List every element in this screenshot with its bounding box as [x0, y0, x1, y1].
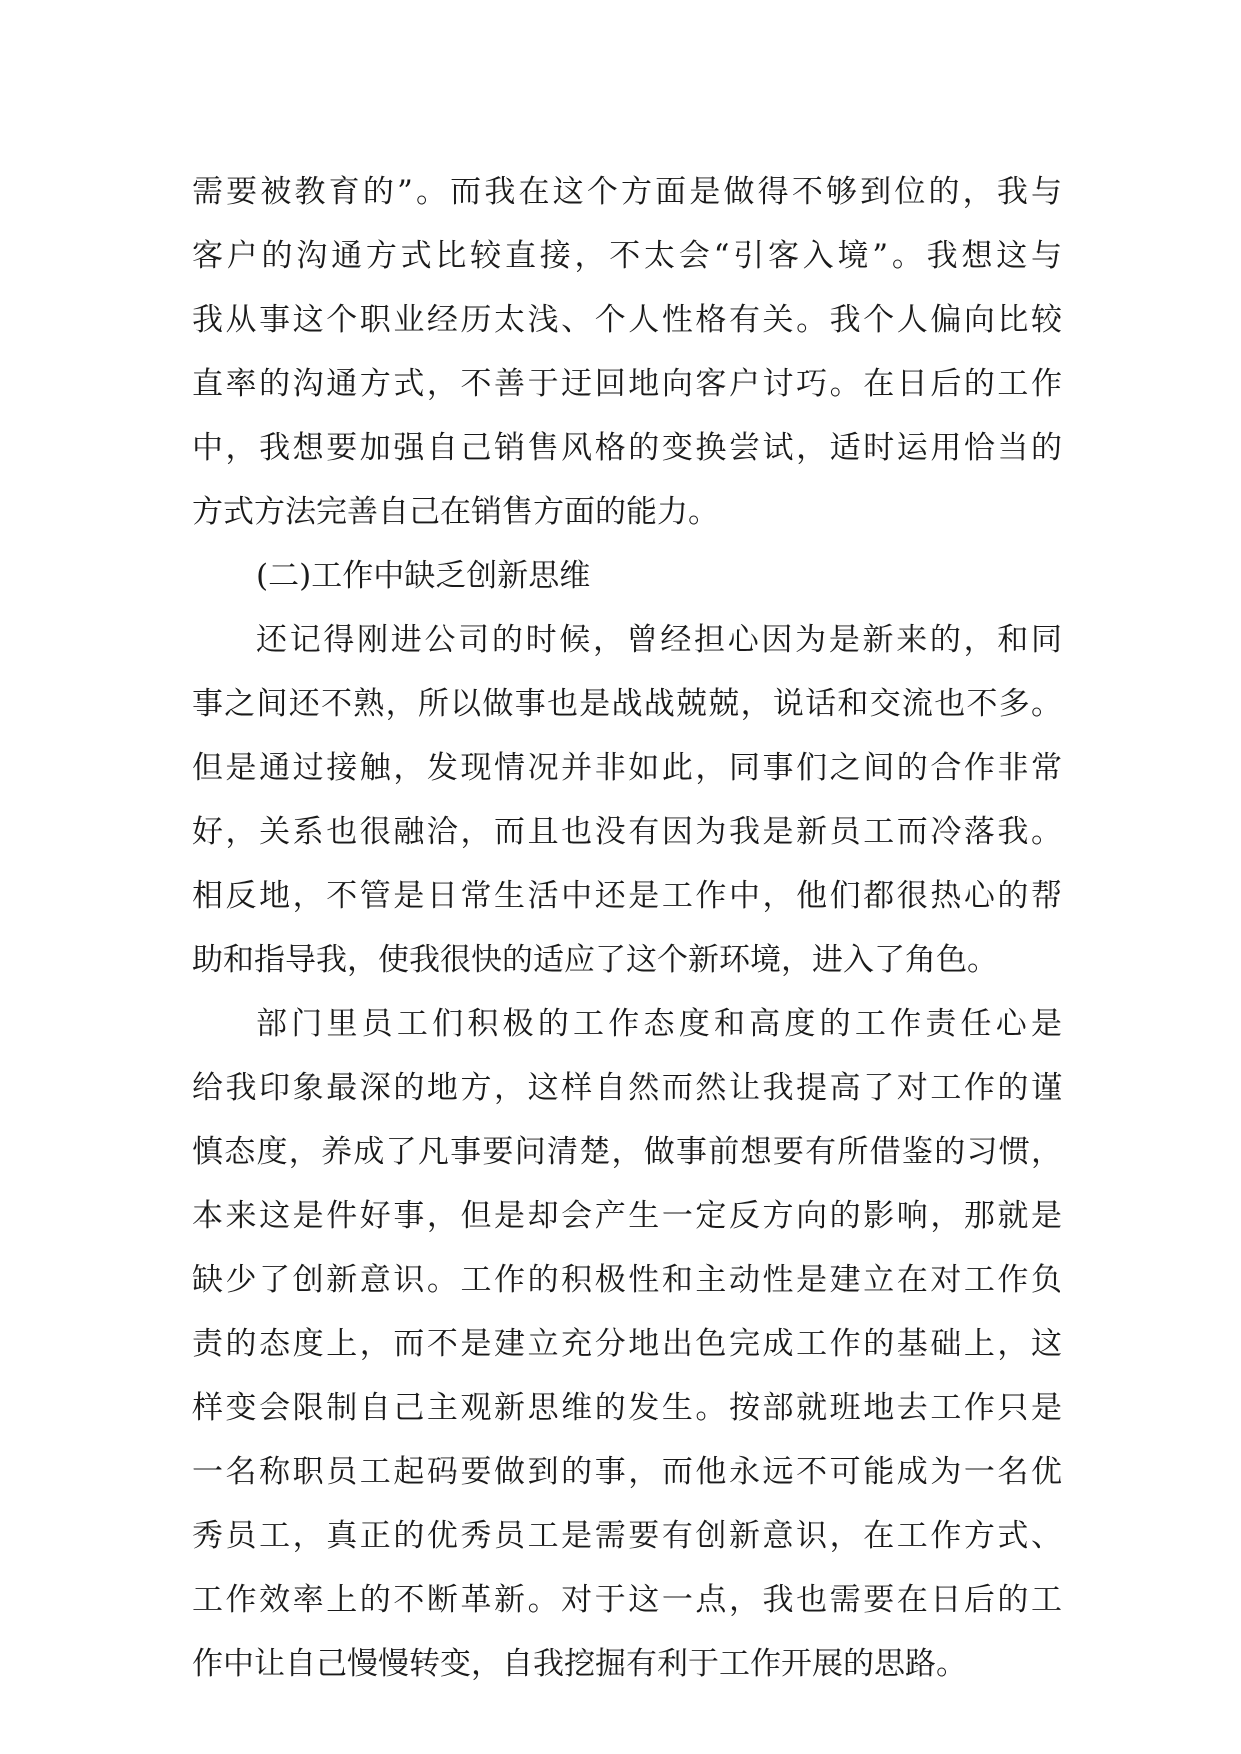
text-line: 工作效率上的不断革新。对于这一点，我也需要在日后的工 — [192, 1582, 1062, 1618]
paragraph-first-line: 还记得刚进公司的时候，曾经担心因为是新来的，和同 — [256, 622, 1062, 658]
text-line: 本来这是件好事，但是却会产生一定反方向的影响，那就是 — [192, 1198, 1062, 1234]
paragraph-first-line: 部门里员工们积极的工作态度和高度的工作责任心是 — [256, 1006, 1062, 1042]
text-line: 作中让自己慢慢转变，自我挖掘有利于工作开展的思路。 — [192, 1646, 967, 1682]
text-line: 直率的沟通方式，不善于迂回地向客户讨巧。在日后的工作 — [192, 366, 1062, 402]
text-line: 方式方法完善自己在销售方面的能力。 — [192, 494, 719, 530]
text-line: 需要被教育的”。而我在这个方面是做得不够到位的，我与 — [192, 174, 1062, 210]
text-line: 我从事这个职业经历太浅、个人性格有关。我个人偏向比较 — [192, 302, 1062, 338]
document-body — [192, 160, 1062, 1696]
text-line: 助和指导我，使我很快的适应了这个新环境，进入了角色。 — [192, 942, 998, 978]
text-line: 慎态度，养成了凡事要问清楚，做事前想要有所借鉴的习惯， — [192, 1134, 1062, 1170]
text-line: 但是通过接触，发现情况并非如此，同事们之间的合作非常 — [192, 750, 1062, 786]
text-line: 中，我想要加强自己销售风格的变换尝试，适时运用恰当的 — [192, 430, 1062, 466]
section-heading: (二)工作中缺乏创新思维 — [256, 558, 591, 594]
text-line: 客户的沟通方式比较直接，不太会“引客入境”。我想这与 — [192, 238, 1062, 274]
text-line: 好，关系也很融洽，而且也没有因为我是新员工而冷落我。 — [192, 814, 1062, 850]
text-line: 秀员工，真正的优秀员工是需要有创新意识，在工作方式、 — [192, 1518, 1062, 1554]
text-line: 责的态度上，而不是建立充分地出色完成工作的基础上，这 — [192, 1326, 1062, 1362]
text-line: 缺少了创新意识。工作的积极性和主动性是建立在对工作负 — [192, 1262, 1062, 1298]
text-line: 一名称职员工起码要做到的事，而他永远不可能成为一名优 — [192, 1454, 1062, 1490]
text-line: 事之间还不熟，所以做事也是战战兢兢，说话和交流也不多。 — [192, 686, 1062, 722]
text-line: 给我印象最深的地方，这样自然而然让我提高了对工作的谨 — [192, 1070, 1062, 1106]
text-line: 相反地，不管是日常生活中还是工作中，他们都很热心的帮 — [192, 878, 1062, 914]
text-line: 样变会限制自己主观新思维的发生。按部就班地去工作只是 — [192, 1390, 1062, 1426]
